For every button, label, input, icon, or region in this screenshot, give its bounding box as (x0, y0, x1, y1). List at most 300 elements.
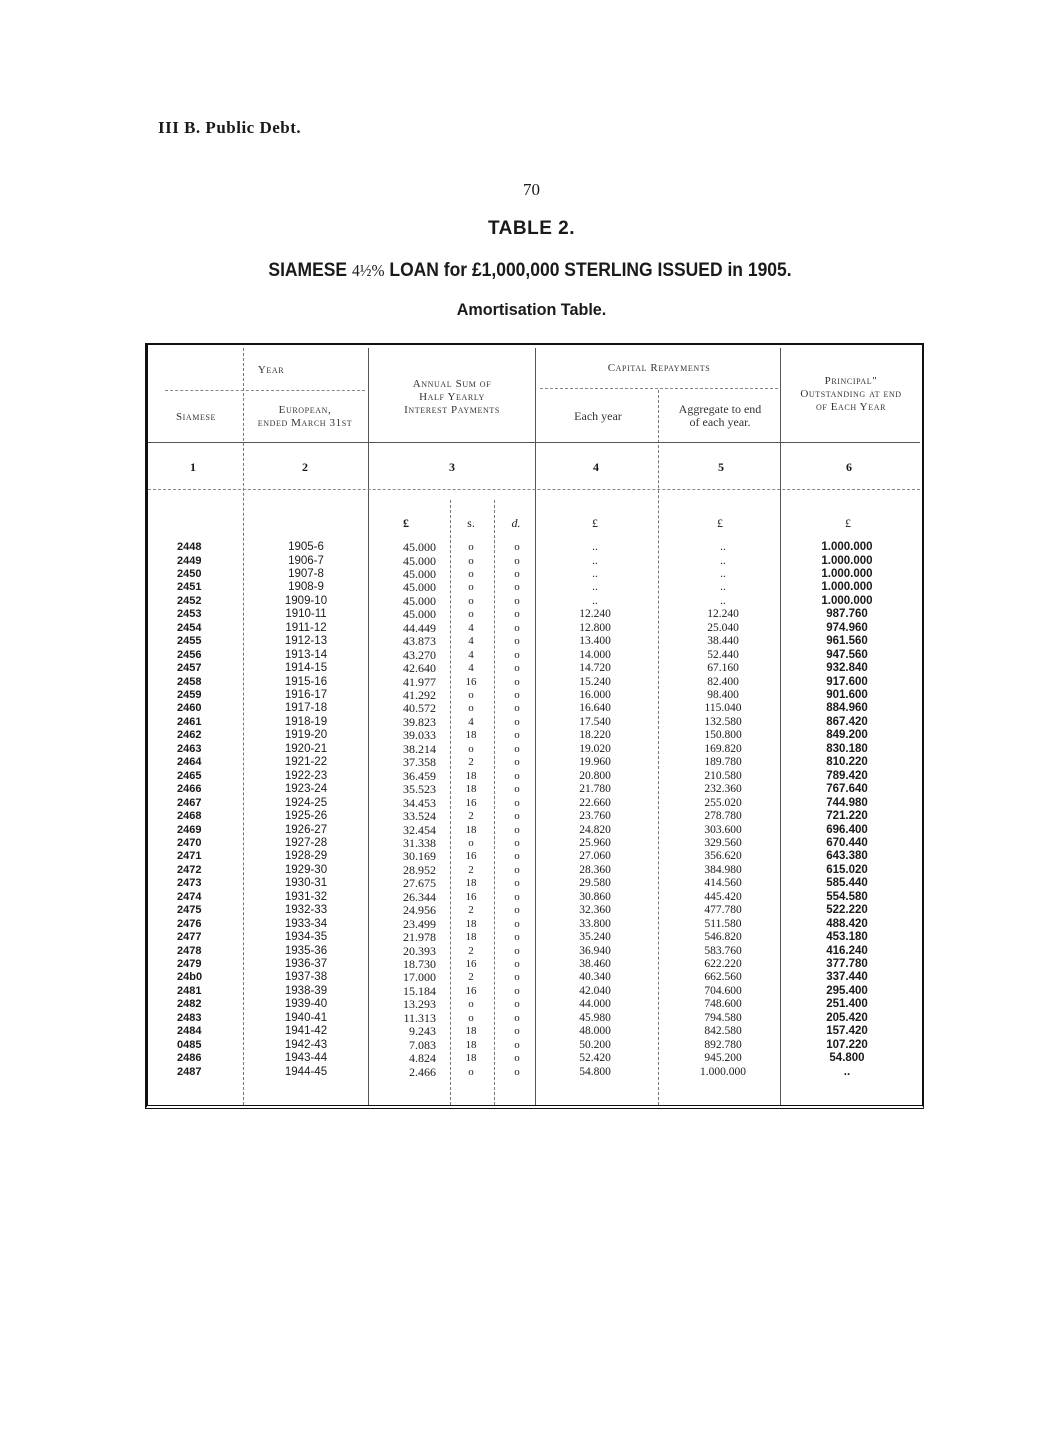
interest-pounds-cell: 21.978 (403, 930, 436, 944)
interest-pence-cell: o (514, 689, 520, 701)
principal-outstanding-cell: 1.000.000 (821, 594, 873, 607)
capital-header-rule (540, 388, 778, 389)
interest-shillings-cell: 2 (468, 756, 474, 769)
repayment-each-year-cell: 17.540 (579, 715, 611, 728)
principal-outstanding-cell: 615.020 (826, 863, 868, 876)
repayment-aggregate-cell: 232.360 (704, 783, 742, 796)
interest-shillings-cell: o (468, 836, 474, 849)
siamese-year-cell: 2472 (177, 863, 202, 876)
european-year-cell: 1941-42 (284, 1025, 328, 1038)
header-annual-line1: Annual Sum of (412, 378, 492, 390)
interest-shillings-cell: 16 (465, 890, 477, 903)
siamese-year-cell: 2465 (177, 769, 202, 782)
principal-outstanding-cell: 696.400 (826, 823, 868, 836)
european-year-cell: 1918-19 (284, 715, 328, 728)
principal-outstanding-cell: 932.840 (826, 662, 868, 674)
interest-shillings-cell: o (468, 567, 474, 580)
siamese-year-cell: 2487 (177, 1065, 202, 1078)
siamese-year-cell: 2457 (177, 662, 202, 674)
european-year-cell: 1936-37 (284, 958, 328, 970)
european-year-cell: 1907-8 (288, 567, 324, 580)
principal-outstanding-cell: 453.180 (826, 931, 868, 943)
interest-pence-cell: o (514, 1011, 520, 1024)
header-aggregate (662, 403, 778, 429)
principal-outstanding-cell: 987.760 (826, 608, 868, 621)
interest-shillings-cell: 4 (468, 662, 474, 674)
repayment-aggregate-cell: .. (720, 567, 726, 580)
interest-shillings-cell: 2 (468, 810, 474, 822)
interest-pence-cell: o (514, 796, 520, 809)
repayment-aggregate-cell: 52.440 (707, 648, 739, 661)
european-year-cell: 1917-18 (284, 702, 328, 715)
unit-shillings: s. (467, 516, 475, 530)
interest-pounds-cell: 7.083 (409, 1037, 436, 1052)
repayment-each-year-cell: 18.220 (579, 729, 611, 742)
principal-outstanding-cell: 917.600 (826, 675, 868, 688)
european-year-cell: 1922-23 (284, 769, 328, 782)
repayment-each-year-cell: 23.760 (579, 810, 611, 822)
repayment-each-year-cell: 24.820 (579, 823, 611, 836)
repayment-aggregate-cell: 12.240 (707, 608, 739, 621)
european-year-cell: 1909-10 (284, 594, 328, 607)
column-number-4: 4 (593, 460, 599, 474)
repayment-aggregate-cell: 414.560 (704, 877, 742, 890)
interest-pounds-cell: 35.523 (403, 782, 436, 797)
principal-outstanding-cell: 295.400 (826, 984, 868, 997)
header-siamese: Siamese (175, 411, 217, 423)
unit-pounds: £ (403, 516, 409, 530)
siamese-year-cell: 2483 (177, 1011, 202, 1024)
loan-amount: £1,000,000 STERLING ISSUED (471, 260, 723, 281)
interest-shillings-cell: 2 (468, 944, 474, 957)
interest-shillings-cell: 18 (465, 1038, 477, 1051)
repayment-each-year-cell: 25.960 (579, 836, 611, 849)
repayment-aggregate-cell: 384.980 (704, 863, 742, 876)
repayment-aggregate-cell: 169.820 (704, 742, 742, 755)
interest-pounds-cell: 28.952 (403, 862, 436, 877)
repayment-aggregate-cell: 210.580 (704, 769, 742, 782)
interest-pence-cell: o (514, 662, 520, 674)
repayment-each-year-cell: 16.000 (579, 689, 611, 701)
interest-pounds-cell: 33.524 (403, 809, 436, 823)
siamese-year-cell: 2476 (177, 917, 202, 930)
interest-pounds-cell: 42.640 (403, 661, 436, 675)
interest-shillings-cell: 16 (465, 984, 477, 997)
siamese-year-cell: 2484 (177, 1025, 202, 1038)
repayment-aggregate-cell: 115.040 (704, 702, 742, 715)
interest-pounds-cell: 38.214 (403, 741, 436, 756)
principal-outstanding-cell: 961.560 (826, 635, 868, 648)
table-title: TABLE 2. (487, 218, 576, 239)
european-year-cell: 1935-36 (284, 944, 328, 957)
interest-shillings-cell: o (468, 594, 474, 607)
section-label: III B. Public Debt. (158, 118, 302, 137)
header-principal-line3: of Each Year (815, 401, 887, 413)
interest-shillings-cell: 4 (468, 621, 474, 634)
siamese-year-cell: 2481 (177, 984, 202, 997)
repayment-aggregate-cell: .. (720, 541, 726, 553)
repayment-aggregate-cell: .. (720, 554, 726, 567)
european-year-cell: 1933-34 (284, 917, 328, 930)
principal-outstanding-cell: 554.580 (826, 890, 868, 903)
interest-pounds-cell: 32.454 (403, 822, 436, 837)
principal-outstanding-cell: 810.220 (826, 756, 868, 769)
interest-shillings-cell: 4 (468, 635, 474, 648)
european-year-cell: 1930-31 (284, 877, 328, 890)
interest-pounds-cell: 45.000 (403, 566, 436, 581)
interest-shillings-cell: 4 (468, 648, 474, 661)
european-year-cell: 1910-11 (285, 608, 327, 621)
interest-shillings-cell: 16 (465, 958, 477, 970)
header-annual-line3: Interest Payments (404, 404, 500, 416)
interest-pence-cell: o (514, 594, 520, 607)
repayment-each-year-cell: .. (592, 581, 598, 594)
siamese-year-cell: 2478 (177, 944, 202, 957)
repayment-each-year-cell: 12.240 (579, 608, 611, 621)
header-aggregate-line2: of each year. (689, 415, 751, 429)
interest-shillings-cell: 16 (465, 796, 477, 809)
principal-outstanding-cell: 721.220 (826, 810, 868, 822)
interest-shillings-cell: 2 (468, 904, 474, 917)
repayment-aggregate-cell: 748.600 (704, 998, 742, 1011)
interest-pence-cell: o (514, 944, 520, 957)
interest-shillings-cell: 4 (468, 715, 474, 728)
interest-pounds-cell: 24.956 (403, 903, 436, 918)
siamese-year-cell: 2471 (177, 850, 202, 863)
interest-pence-cell: o (514, 823, 520, 836)
interest-shillings-cell: 2 (468, 971, 474, 984)
interest-pence-cell: o (514, 1025, 520, 1038)
repayment-each-year-cell: 14.000 (579, 648, 611, 661)
principal-outstanding-cell: 1.000.000 (821, 554, 873, 567)
interest-pounds-cell: 36.459 (403, 768, 436, 783)
repayment-each-year-cell: 33.800 (579, 917, 611, 930)
repayment-each-year-cell: .. (592, 554, 598, 567)
interest-shillings-cell: o (468, 742, 474, 755)
siamese-year-cell: 2460 (177, 702, 202, 715)
repayment-aggregate-cell: 189.780 (704, 756, 742, 769)
interest-pounds-cell: 31.338 (403, 835, 436, 850)
repayment-aggregate-cell: 329.560 (704, 836, 742, 849)
siamese-year-cell: 2482 (177, 998, 202, 1011)
repayment-aggregate-cell: 662.560 (704, 971, 742, 984)
principal-outstanding-cell: 867.420 (826, 715, 868, 728)
repayment-each-year-cell: 16.640 (579, 702, 611, 715)
interest-pence-cell: o (514, 863, 520, 876)
interest-shillings-cell: o (468, 1065, 474, 1078)
interest-shillings-cell: 18 (465, 769, 477, 782)
interest-pence-cell: o (514, 742, 520, 755)
principal-outstanding-cell: 416.240 (826, 944, 868, 957)
european-year-cell: 1923-24 (284, 783, 328, 796)
interest-shillings-cell: o (468, 998, 474, 1011)
interest-shillings-cell: o (468, 702, 474, 715)
interest-pounds-cell: 43.270 (403, 647, 436, 662)
interest-pence-cell: o (514, 836, 520, 849)
interest-pounds-cell: 18.730 (403, 957, 436, 971)
siamese-year-cell: 2458 (177, 675, 202, 688)
siamese-year-cell: 2475 (177, 904, 202, 917)
repayment-each-year-cell: 36.940 (579, 944, 611, 957)
repayment-aggregate-cell: 132.580 (704, 715, 742, 728)
interest-shillings-cell: 18 (465, 1052, 477, 1065)
repayment-aggregate-cell: 583.760 (704, 944, 742, 957)
header-bottom-rule (148, 442, 920, 443)
siamese-year-cell: 2459 (177, 689, 202, 701)
siamese-year-cell: 2450 (177, 567, 202, 580)
divider-pounds-shillings (450, 500, 451, 1105)
repayment-aggregate-cell: 150.800 (704, 729, 742, 742)
principal-outstanding-cell: 974.960 (826, 621, 868, 634)
unit-each-year: £ (592, 516, 598, 530)
repayment-aggregate-cell: 255.020 (704, 796, 742, 809)
interest-pence-cell: o (514, 958, 520, 970)
repayment-aggregate-cell: 622.220 (704, 958, 742, 970)
european-year-cell: 1929-30 (284, 863, 328, 876)
header-principal-line1: Principal" (824, 375, 878, 387)
interest-shillings-cell: 16 (465, 850, 477, 863)
interest-pence-cell: o (514, 810, 520, 822)
siamese-year-cell: 2473 (177, 877, 202, 890)
european-year-cell: 1937-38 (284, 971, 328, 984)
repayment-each-year-cell: 45.980 (579, 1011, 611, 1024)
repayment-aggregate-cell: 1.000.000 (700, 1065, 746, 1078)
repayment-each-year-cell: 44.000 (579, 998, 611, 1011)
principal-outstanding-cell: 251.400 (826, 998, 868, 1011)
principal-outstanding-cell: 1.000.000 (821, 541, 873, 553)
interest-pounds-cell: 23.499 (403, 916, 436, 931)
siamese-year-cell: 2477 (177, 931, 202, 943)
column-number-2: 2 (302, 460, 308, 474)
european-year-cell: 1928-29 (284, 850, 328, 863)
header-principal-line2: Outstanding at end (800, 388, 902, 400)
repayment-each-year-cell: 12.800 (579, 621, 611, 634)
loan-in: in (727, 260, 743, 281)
interest-pence-cell: o (514, 917, 520, 930)
interest-pounds-cell: 45.000 (403, 607, 436, 622)
interest-pence-cell: o (514, 635, 520, 648)
repayment-each-year-cell: 50.200 (579, 1038, 611, 1051)
siamese-year-cell: 2467 (177, 796, 202, 809)
principal-outstanding-cell: 947.560 (826, 648, 868, 661)
european-year-cell: 1934-35 (284, 931, 328, 943)
repayment-each-year-cell: 14.720 (579, 662, 611, 674)
header-european-line1: European, (278, 404, 332, 416)
loan-rate: 4½% (351, 261, 385, 280)
siamese-year-cell: 2470 (177, 836, 202, 849)
column-number-6: 6 (846, 460, 852, 474)
european-year-cell: 1920-21 (284, 742, 328, 755)
loan-title-prefix: SIAMESE (268, 260, 348, 281)
principal-outstanding-cell: 377.780 (826, 958, 868, 970)
interest-pence-cell: o (514, 931, 520, 943)
european-year-cell: 1915-16 (284, 675, 328, 688)
interest-pence-cell: o (514, 756, 520, 769)
european-year-cell: 1944-45 (284, 1065, 328, 1078)
interest-pounds-cell: 41.292 (403, 688, 436, 702)
interest-shillings-cell: o (468, 541, 474, 553)
repayment-aggregate-cell: 477.780 (704, 904, 742, 917)
interest-shillings-cell: 18 (465, 783, 477, 796)
interest-pence-cell: o (514, 621, 520, 634)
interest-pence-cell: o (514, 890, 520, 903)
siamese-year-cell: 2448 (177, 541, 202, 553)
european-year-cell: 1925-26 (284, 810, 328, 822)
european-year-cell: 1931-32 (284, 890, 328, 903)
interest-pounds-cell: 45.000 (403, 540, 436, 554)
european-year-cell: 1921-22 (284, 756, 328, 769)
interest-pence-cell: o (514, 567, 520, 580)
interest-pounds-cell: 45.000 (403, 553, 436, 568)
interest-pounds-cell: 13.293 (403, 997, 436, 1012)
european-year-cell: 1914-15 (284, 662, 328, 674)
principal-outstanding-cell: 107.220 (826, 1038, 868, 1051)
interest-shillings-cell: 18 (465, 823, 477, 836)
interest-pence-cell: o (514, 1065, 520, 1078)
repayment-aggregate-cell: .. (720, 594, 726, 607)
divider-shillings-pence (494, 500, 495, 1105)
repayment-aggregate-cell: 356.620 (704, 850, 742, 863)
repayment-each-year-cell: 21.780 (579, 783, 611, 796)
siamese-year-cell: 2464 (177, 756, 202, 769)
interest-pence-cell: o (514, 1038, 520, 1051)
interest-pence-cell: o (514, 877, 520, 890)
interest-pence-cell: o (514, 904, 520, 917)
interest-pence-cell: o (514, 783, 520, 796)
siamese-year-cell: 2479 (177, 958, 202, 970)
principal-outstanding-cell: 157.420 (826, 1025, 868, 1038)
interest-shillings-cell: 16 (465, 675, 477, 688)
siamese-year-cell: 2456 (177, 648, 202, 661)
column-number-5: 5 (718, 460, 724, 474)
interest-pence-cell: o (514, 850, 520, 863)
repayment-each-year-cell: 27.060 (579, 850, 611, 863)
repayment-aggregate-cell: 278.780 (704, 810, 742, 822)
european-year-cell: 1943-44 (284, 1052, 328, 1065)
divider-col-4-5 (658, 390, 659, 1105)
siamese-year-cell: 2469 (177, 823, 202, 836)
interest-pounds-cell: 45.000 (403, 593, 436, 608)
repayment-each-year-cell: 28.360 (579, 863, 611, 876)
header-annual-sum (374, 378, 530, 417)
principal-outstanding-cell: 1.000.000 (821, 567, 873, 580)
interest-pounds-cell: 30.169 (403, 849, 436, 864)
interest-pence-cell: o (514, 729, 520, 742)
european-year-cell: 1913-14 (284, 648, 328, 661)
repayment-aggregate-cell: 704.600 (704, 984, 742, 997)
loan-for: for (443, 260, 468, 281)
repayment-each-year-cell: 52.420 (579, 1052, 611, 1065)
siamese-year-cell: 2468 (177, 810, 202, 822)
repayment-aggregate-cell: 794.580 (704, 1011, 742, 1024)
principal-outstanding-cell: 643.380 (826, 850, 868, 863)
interest-pounds-cell: 26.344 (403, 889, 436, 904)
principal-outstanding-cell: 54.800 (829, 1052, 865, 1065)
principal-outstanding-cell: 585.440 (826, 877, 868, 890)
european-year-cell: 1916-17 (284, 689, 328, 701)
interest-pounds-cell: 2.466 (409, 1064, 436, 1079)
siamese-year-cell: 2474 (177, 890, 202, 903)
interest-shillings-cell: o (468, 554, 474, 567)
column-number-rule (148, 489, 920, 490)
header-capital-repayments: Capital Repayments (607, 362, 711, 374)
principal-outstanding-cell: 522.220 (826, 904, 868, 917)
principal-outstanding-cell: .. (843, 1065, 851, 1078)
principal-outstanding-cell: 901.600 (826, 689, 868, 701)
repayment-each-year-cell: 13.400 (579, 635, 611, 648)
repayment-each-year-cell: 20.800 (579, 769, 611, 782)
year-header-rule (165, 390, 365, 391)
siamese-year-cell: 2486 (177, 1052, 202, 1065)
european-year-cell: 1924-25 (284, 796, 328, 809)
interest-pounds-cell: 39.823 (403, 714, 436, 729)
unit-aggregate: £ (717, 516, 723, 530)
european-year-cell: 1926-27 (284, 823, 328, 836)
repayment-aggregate-cell: .. (720, 581, 726, 594)
page-number: 70 (523, 180, 540, 199)
principal-outstanding-cell: 884.960 (826, 702, 868, 715)
interest-pounds-cell: 45.000 (403, 580, 436, 595)
interest-shillings-cell: o (468, 608, 474, 621)
repayment-each-year-cell: 42.040 (579, 984, 611, 997)
principal-outstanding-cell: 767.640 (826, 783, 868, 796)
interest-shillings-cell: 2 (468, 863, 474, 876)
interest-pence-cell: o (514, 769, 520, 782)
interest-pounds-cell: 15.184 (403, 983, 436, 998)
principal-outstanding-cell: 744.980 (826, 796, 868, 809)
european-year-cell: 1942-43 (284, 1038, 328, 1051)
siamese-year-cell: 2455 (177, 635, 202, 648)
header-european (244, 404, 366, 430)
repayment-each-year-cell: 22.660 (579, 796, 611, 809)
interest-shillings-cell: 18 (465, 1025, 477, 1038)
principal-outstanding-cell: 849.200 (826, 729, 868, 742)
interest-shillings-cell: o (468, 581, 474, 594)
repayment-each-year-cell: 19.960 (579, 756, 611, 769)
column-number-1: 1 (190, 460, 196, 474)
interest-pounds-cell: 39.033 (403, 728, 436, 743)
siamese-year-cell: 2452 (177, 594, 202, 607)
european-year-cell: 1905-6 (288, 541, 324, 553)
repayment-aggregate-cell: 842.580 (704, 1025, 742, 1038)
european-year-cell: 1919-20 (284, 729, 328, 742)
interest-pence-cell: o (514, 581, 520, 594)
unit-principal: £ (845, 516, 851, 530)
header-each-year: Each year (574, 409, 622, 423)
interest-pence-cell: o (514, 715, 520, 728)
european-year-cell: 1906-7 (288, 554, 324, 567)
repayment-aggregate-cell: 546.820 (704, 931, 742, 943)
interest-pounds-cell: 4.824 (409, 1051, 436, 1066)
siamese-year-cell: 0485 (177, 1038, 202, 1051)
principal-outstanding-cell: 205.420 (826, 1011, 868, 1024)
repayment-each-year-cell: 54.800 (579, 1065, 611, 1078)
header-aggregate-line1: Aggregate to end (678, 402, 762, 416)
repayment-each-year-cell: .. (592, 594, 598, 607)
siamese-year-cell: 2466 (177, 783, 202, 796)
unit-pence: d. (511, 516, 521, 530)
repayment-aggregate-cell: 445.420 (704, 890, 742, 903)
interest-shillings-cell: 18 (465, 917, 477, 930)
interest-pence-cell: o (514, 541, 520, 553)
siamese-year-cell: 2449 (177, 554, 202, 567)
repayment-each-year-cell: 48.000 (579, 1025, 611, 1038)
repayment-each-year-cell: 38.460 (579, 958, 611, 970)
header-year: Year (257, 364, 285, 376)
divider-col-1-2 (243, 348, 244, 1105)
european-year-cell: 1912-13 (284, 635, 328, 648)
siamese-year-cell: 2454 (177, 621, 202, 634)
